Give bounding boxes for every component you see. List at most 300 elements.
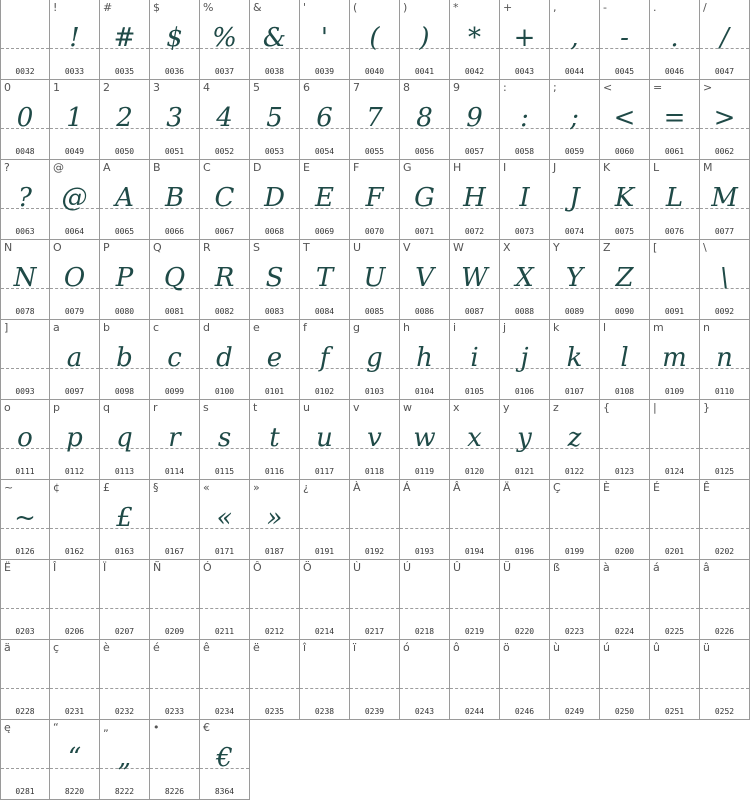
glyph-sample: > (713, 103, 736, 133)
glyph-sample (450, 658, 499, 698)
glyph-cell-label: - (603, 1, 607, 14)
glyph-sample (700, 498, 749, 538)
glyph-code: 0194 (464, 547, 485, 556)
glyph-cell (600, 480, 650, 560)
glyph-cell (450, 160, 500, 240)
glyph-code: 0088 (514, 307, 535, 316)
glyph-code: 0125 (714, 467, 735, 476)
glyph-code: 0050 (114, 147, 135, 156)
glyph-cell (400, 0, 450, 80)
glyph-cell-label: r (153, 401, 158, 414)
glyph-cell (200, 480, 250, 560)
glyph-code: 0098 (114, 387, 135, 396)
glyph-code: 0206 (64, 627, 85, 636)
glyph-code: 0118 (364, 467, 385, 476)
glyph-sample: c (167, 343, 182, 373)
glyph-cell (0, 320, 50, 400)
glyph-cell-label: Ú (403, 561, 412, 574)
glyph-sample (1, 18, 49, 58)
glyph-cell-label: ? (4, 161, 10, 174)
glyph-cell (500, 640, 550, 720)
glyph-code: 0079 (64, 307, 85, 316)
glyph-cell (100, 0, 150, 80)
glyph-sample: ) (419, 23, 430, 53)
glyph-sample (150, 738, 199, 778)
glyph-cell-label: R (203, 241, 211, 254)
glyph-sample (650, 258, 699, 298)
glyph-cell (700, 80, 750, 160)
glyph-cell-label: » (253, 481, 260, 494)
glyph-sample (250, 658, 299, 698)
glyph-sample: « (216, 503, 233, 533)
glyph-cell (500, 320, 550, 400)
glyph-sample: e (266, 343, 283, 373)
glyph-cell (450, 640, 500, 720)
glyph-code: 0239 (364, 707, 385, 716)
glyph-cell (700, 640, 750, 720)
glyph-sample (350, 578, 399, 618)
glyph-sample: “ (67, 743, 82, 773)
glyph-code: 0103 (364, 387, 385, 396)
glyph-cell-label: ô (453, 641, 460, 654)
glyph-cell-label: m (653, 321, 664, 334)
glyph-cell-label: d (203, 321, 210, 334)
glyph-cell (650, 160, 700, 240)
glyph-sample (1, 338, 49, 378)
glyph-cell (650, 240, 700, 320)
glyph-sample: L (665, 183, 684, 213)
glyph-code: 0054 (314, 147, 335, 156)
glyph-sample: 2 (116, 103, 133, 133)
glyph-cell-label: 4 (203, 81, 210, 94)
glyph-cell (450, 0, 500, 80)
glyph-code: 0032 (15, 67, 35, 76)
glyph-code: 0246 (514, 707, 535, 716)
glyph-cell (650, 400, 700, 480)
glyph-code: 0113 (114, 467, 135, 476)
glyph-cell (650, 320, 700, 400)
glyph-code: 0243 (414, 707, 435, 716)
glyph-cell-label: g (353, 321, 360, 334)
glyph-sample: ; (570, 103, 579, 133)
glyph-sample: £ (116, 503, 133, 533)
glyph-code: 0071 (414, 227, 435, 236)
glyph-code: 0074 (564, 227, 585, 236)
glyph-sample: / (720, 23, 729, 53)
glyph-code: 0120 (464, 467, 485, 476)
glyph-cell-label: ; (553, 81, 557, 94)
glyph-cell-label: 1 (53, 81, 60, 94)
glyph-cell (200, 0, 250, 80)
glyph-cell (450, 400, 500, 480)
glyph-sample: 5 (266, 103, 283, 133)
glyph-cell-label: = (653, 81, 663, 94)
glyph-cell-label: 2 (103, 81, 110, 94)
glyph-sample (650, 418, 699, 458)
glyph-code: 0062 (714, 147, 735, 156)
glyph-sample (550, 498, 599, 538)
glyph-code: 0171 (214, 547, 235, 556)
glyph-code: 0061 (664, 147, 685, 156)
glyph-sample: b (116, 343, 133, 373)
glyph-cell-label: b (103, 321, 110, 334)
glyph-code: 0043 (514, 67, 535, 76)
glyph-code: 0226 (714, 627, 735, 636)
glyph-cell (50, 480, 100, 560)
glyph-cell-label: Ñ (153, 561, 162, 574)
glyph-code: 0068 (264, 227, 285, 236)
glyph-sample (600, 578, 649, 618)
glyph-code: 0053 (264, 147, 285, 156)
glyph-code: 0101 (264, 387, 285, 396)
glyph-cell (50, 0, 100, 80)
glyph-cell-label: \ (703, 241, 707, 254)
glyph-cell (700, 400, 750, 480)
glyph-code: 0117 (314, 467, 335, 476)
glyph-sample: W (461, 263, 488, 293)
glyph-code: 0033 (64, 67, 85, 76)
glyph-sample: B (164, 183, 185, 213)
glyph-sample: a (66, 343, 83, 373)
glyph-sample: h (416, 343, 433, 373)
glyph-cell (50, 560, 100, 640)
glyph-cell-label: Ë (4, 561, 11, 574)
glyph-cell-label: u (303, 401, 310, 414)
glyph-code: 0234 (214, 707, 235, 716)
glyph-sample: z (567, 423, 582, 453)
glyph-sample: ' (320, 23, 329, 53)
glyph-cell (150, 160, 200, 240)
glyph-code: 0212 (264, 627, 285, 636)
glyph-sample (500, 658, 549, 698)
glyph-cell-label: Y (553, 241, 560, 254)
glyph-cell-label: w (403, 401, 412, 414)
glyph-code: 0076 (664, 227, 685, 236)
glyph-cell (50, 160, 100, 240)
glyph-cell (550, 240, 600, 320)
glyph-sample: M (711, 183, 738, 213)
glyph-sample: A (115, 183, 134, 213)
glyph-cell-label: î (303, 641, 307, 654)
glyph-sample: v (367, 423, 382, 453)
glyph-code: 0231 (64, 707, 85, 716)
glyph-cell-label: Ç (553, 481, 561, 494)
glyph-code: 0052 (214, 147, 235, 156)
glyph-code: 0036 (164, 67, 185, 76)
glyph-code: 0220 (514, 627, 535, 636)
glyph-cell (100, 480, 150, 560)
glyph-code: 0090 (614, 307, 635, 316)
glyph-code: 0064 (64, 227, 85, 236)
glyph-cell-label: : (503, 81, 507, 94)
glyph-cell-label: v (353, 401, 360, 414)
glyph-sample (650, 578, 699, 618)
glyph-sample: # (113, 23, 136, 53)
glyph-cell (350, 560, 400, 640)
glyph-code: 0092 (714, 307, 735, 316)
glyph-sample (300, 578, 349, 618)
glyph-sample (450, 578, 499, 618)
glyph-cell (550, 400, 600, 480)
glyph-cell-label: T (303, 241, 310, 254)
glyph-cell (700, 320, 750, 400)
glyph-cell-label: e (253, 321, 260, 334)
glyph-cell (100, 720, 150, 800)
glyph-code: 0077 (714, 227, 735, 236)
glyph-cell-label: 9 (453, 81, 460, 94)
glyph-cell (650, 480, 700, 560)
glyph-cell-label: 7 (353, 81, 360, 94)
glyph-cell-label: , (553, 1, 557, 14)
glyph-cell (600, 560, 650, 640)
glyph-cell (150, 0, 200, 80)
glyph-cell (0, 0, 50, 80)
glyph-cell-label: “ (53, 721, 59, 734)
glyph-cell (300, 80, 350, 160)
glyph-cell (300, 400, 350, 480)
glyph-code: 0057 (464, 147, 485, 156)
glyph-code: 0104 (414, 387, 435, 396)
glyph-cell (350, 0, 400, 80)
glyph-cell (150, 480, 200, 560)
glyph-cell (450, 320, 500, 400)
glyph-code: 0126 (15, 547, 35, 556)
glyph-cell-label: f (303, 321, 307, 334)
glyph-sample: & (262, 23, 287, 53)
glyph-sample (100, 578, 149, 618)
glyph-sample (650, 498, 699, 538)
glyph-cell-label: [ (653, 241, 658, 254)
glyph-cell-label: F (353, 161, 360, 174)
glyph-cell (250, 80, 300, 160)
glyph-code: 0121 (514, 467, 535, 476)
glyph-cell-label: È (603, 481, 610, 494)
glyph-code: 0192 (364, 547, 385, 556)
glyph-cell-label: c (153, 321, 160, 334)
glyph-code: 0067 (214, 227, 235, 236)
glyph-cell-label: û (653, 641, 660, 654)
glyph-sample: 3 (166, 103, 183, 133)
glyph-code: 0233 (164, 707, 185, 716)
glyph-sample: » (266, 503, 283, 533)
glyph-cell-label: Î (53, 561, 57, 574)
glyph-cell-label: S (253, 241, 260, 254)
glyph-cell-label: | (653, 401, 657, 414)
glyph-code: 0224 (614, 627, 635, 636)
glyph-cell (400, 240, 450, 320)
glyph-cell-label: n (703, 321, 710, 334)
glyph-cell (400, 640, 450, 720)
glyph-code: 8364 (214, 787, 235, 796)
glyph-cell (550, 320, 600, 400)
glyph-cell (600, 80, 650, 160)
glyph-sample (400, 658, 449, 698)
glyph-cell (400, 400, 450, 480)
glyph-code: 0111 (15, 467, 35, 476)
glyph-code: 0193 (414, 547, 435, 556)
glyph-cell (400, 480, 450, 560)
glyph-code: 0038 (264, 67, 285, 76)
glyph-cell-label: Á (403, 481, 411, 494)
glyph-code: 0081 (164, 307, 185, 316)
glyph-sample (100, 658, 149, 698)
glyph-cell (350, 320, 400, 400)
glyph-cell (300, 160, 350, 240)
glyph-sample: y (517, 423, 532, 453)
glyph-sample: „ (117, 743, 132, 773)
glyph-code: 0059 (564, 147, 585, 156)
glyph-cell-label: % (203, 1, 214, 14)
glyph-cell-label: ó (403, 641, 410, 654)
glyph-cell-label: G (403, 161, 412, 174)
glyph-cell (500, 0, 550, 80)
glyph-code: 0281 (15, 787, 35, 796)
glyph-sample (200, 578, 249, 618)
glyph-cell-label: o (4, 401, 11, 414)
glyph-cell (400, 160, 450, 240)
glyph-cell (250, 240, 300, 320)
glyph-code: 0201 (664, 547, 685, 556)
glyph-cell (700, 160, 750, 240)
glyph-cell (0, 160, 50, 240)
glyph-sample (500, 578, 549, 618)
glyph-code: 0219 (464, 627, 485, 636)
glyph-cell (0, 400, 50, 480)
glyph-cell (250, 640, 300, 720)
glyph-cell-label: V (403, 241, 411, 254)
glyph-code: 0065 (114, 227, 135, 236)
glyph-sample: . (670, 23, 679, 53)
glyph-sample: D (264, 183, 285, 213)
glyph-cell (600, 640, 650, 720)
glyph-code: 0107 (564, 387, 585, 396)
glyph-cell-label: > (703, 81, 713, 94)
glyph-cell-label: ( (353, 1, 358, 14)
glyph-cell (100, 240, 150, 320)
glyph-cell (0, 240, 50, 320)
glyph-cell-label: è (103, 641, 110, 654)
glyph-cell (650, 0, 700, 80)
glyph-code: 0040 (364, 67, 385, 76)
glyph-cell-label: á (653, 561, 660, 574)
glyph-cell (250, 0, 300, 80)
glyph-cell-label: + (503, 1, 513, 14)
glyph-cell (500, 160, 550, 240)
glyph-cell (150, 640, 200, 720)
glyph-cell-label: € (203, 721, 210, 734)
glyph-cell-label: à (603, 561, 610, 574)
glyph-sample (200, 658, 249, 698)
glyph-cell-label: 5 (253, 81, 260, 94)
glyph-cell-label: U (353, 241, 362, 254)
glyph-code: 0115 (214, 467, 235, 476)
glyph-cell-label: . (653, 1, 657, 14)
glyph-sample (700, 418, 749, 458)
glyph-cell-label: { (603, 401, 610, 414)
glyph-code: 0091 (664, 307, 685, 316)
glyph-cell (300, 0, 350, 80)
glyph-code: 0087 (464, 307, 485, 316)
glyph-cell (250, 320, 300, 400)
glyph-cell (300, 240, 350, 320)
glyph-sample: + (513, 23, 536, 53)
glyph-code: 0093 (15, 387, 35, 396)
glyph-sample (300, 498, 349, 538)
glyph-cell-label: P (103, 241, 110, 254)
glyph-sample: P (115, 263, 134, 293)
glyph-cell (600, 240, 650, 320)
glyph-cell (500, 560, 550, 640)
glyph-sample (600, 498, 649, 538)
glyph-sample: 6 (316, 103, 333, 133)
glyph-cell (200, 560, 250, 640)
glyph-code: 0072 (464, 227, 485, 236)
glyph-sample: T (315, 263, 334, 293)
glyph-code: 0109 (664, 387, 685, 396)
glyph-sample (50, 578, 99, 618)
glyph-code: 0250 (614, 707, 635, 716)
glyph-cell-label: O (53, 241, 62, 254)
glyph-cell-label: H (453, 161, 462, 174)
glyph-sample: d (216, 343, 233, 373)
glyph-code: 0251 (664, 707, 685, 716)
glyph-cell-label: q (103, 401, 110, 414)
glyph-cell-label: Z (603, 241, 611, 254)
glyph-sample (400, 578, 449, 618)
glyph-sample: r (168, 423, 181, 453)
glyph-cell-label: s (203, 401, 209, 414)
glyph-cell-label: É (653, 481, 660, 494)
glyph-cell (300, 560, 350, 640)
glyph-cell-label: y (503, 401, 510, 414)
glyph-cell-label: p (53, 401, 60, 414)
glyph-sample (700, 578, 749, 618)
glyph-code: 0063 (15, 227, 35, 236)
glyph-sample: n (716, 343, 733, 373)
glyph-cell-label: ! (53, 1, 58, 14)
glyph-code: 0056 (414, 147, 435, 156)
glyph-code: 8220 (64, 787, 85, 796)
glyph-cell (200, 720, 250, 800)
glyph-cell (700, 0, 750, 80)
glyph-sample (550, 578, 599, 618)
glyph-cell (500, 480, 550, 560)
glyph-sample: , (570, 23, 579, 53)
glyph-sample: p (66, 423, 83, 453)
glyph-code: 0112 (64, 467, 85, 476)
glyph-code: 0037 (214, 67, 235, 76)
glyph-sample: 7 (366, 103, 383, 133)
glyph-cell (350, 400, 400, 480)
glyph-code: 0042 (464, 67, 485, 76)
glyph-cell (500, 80, 550, 160)
glyph-cell-label: a (53, 321, 60, 334)
glyph-cell-label: x (453, 401, 460, 414)
glyph-sample: m (662, 343, 687, 373)
glyph-cell (150, 80, 200, 160)
glyph-cell (250, 480, 300, 560)
glyph-sample: 8 (416, 103, 433, 133)
glyph-cell-label: 6 (303, 81, 310, 94)
glyph-sample (150, 658, 199, 698)
glyph-sample: V (415, 263, 434, 293)
glyph-code: 0124 (664, 467, 685, 476)
glyph-sample: S (265, 263, 284, 293)
glyph-sample: ~ (14, 503, 36, 533)
glyph-cell-label: * (453, 1, 459, 14)
glyph-cell-label: W (453, 241, 464, 254)
glyph-cell-label: L (653, 161, 660, 174)
